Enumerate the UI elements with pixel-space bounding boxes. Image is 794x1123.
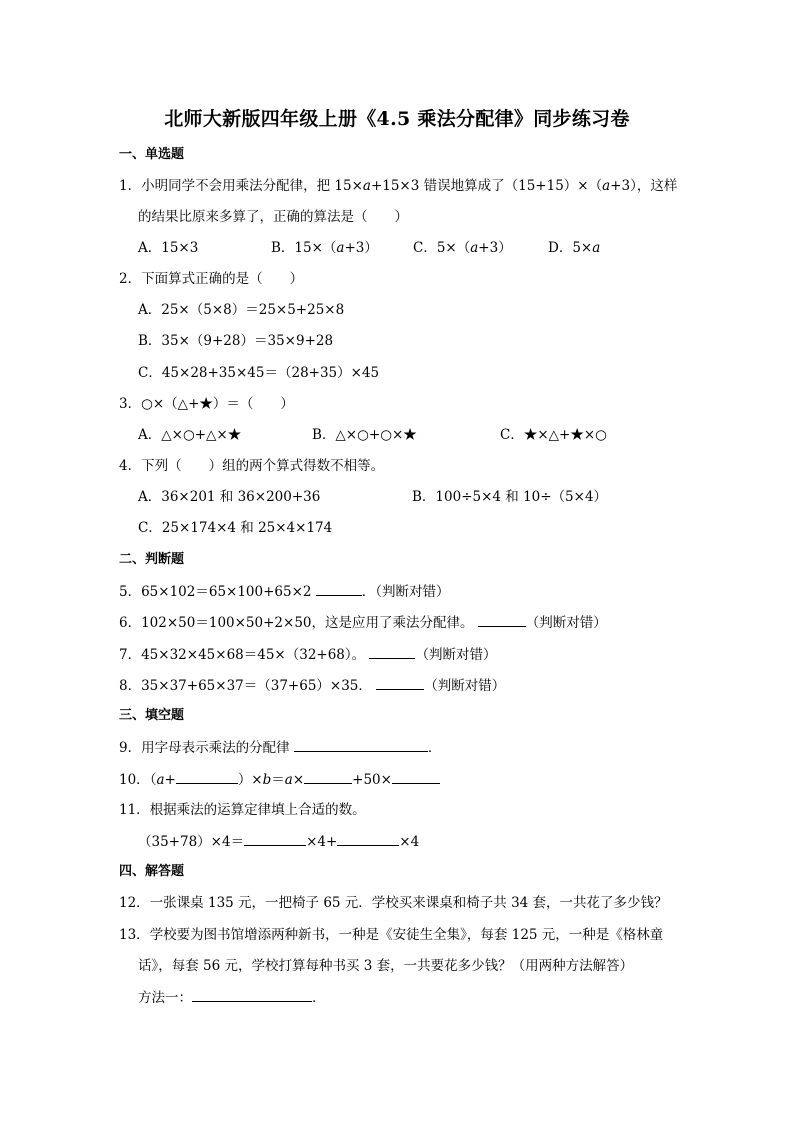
question-2: 2．下面算式正确的是（ ） [119,271,304,287]
question-13: 13．学校要为图书馆增添两种新书，一种是《安徒生全集》，每套 125 元，一种是《格林童 [119,927,664,943]
section-heading-single-choice: 一、单选题 [119,147,185,162]
question-text: +3），这样 [610,178,678,194]
question-11-expression: （35+78）×4＝ ×4+ ×4 [138,834,420,850]
question-10: 10．（a+ ）×b＝a× +50× [119,770,440,789]
question-13-line-2: 话》，每套 56 元，学校打算每种书买 3 套，一共要花多少钱？（用两种方法解答） [138,958,634,974]
question-8: 8．35×37+65×37＝（37+65）×35． （判断对错） [119,678,506,694]
answer-blank[interactable] [176,770,238,784]
option-a[interactable]: A．25×（5×8）＝25×5+25×8 [138,302,345,318]
answer-blank[interactable] [376,676,424,690]
section-heading-solve: 四、解答题 [119,864,185,879]
answer-blank[interactable] [369,645,415,659]
variable: a [602,178,611,194]
answer-blank[interactable] [392,770,440,784]
question-6: 6．102×50＝100×50+2×50，这是应用了乘法分配律。 （判断对错） [119,615,607,631]
option-c[interactable]: C．5×（a+3） [413,240,512,256]
answer-blank[interactable] [192,988,312,1002]
answer-blank[interactable] [337,832,399,846]
question-5: 5．65×102＝65×100+65×2 ．（判断对错） [119,584,450,600]
question-4: 4．下列（ ）组的两个算式得数不相等。 [119,458,385,474]
question-9: 9．用字母表示乘法的分配律 ． [119,740,442,756]
option-b[interactable]: B．100÷5×4 和 10÷（5×4） [412,489,608,505]
question-1-line-2: 的结果比原来多算了，正确的算法是（ ） [138,209,408,225]
question-3: 3．○×（△+★）＝（ ） [119,396,294,412]
option-b[interactable]: B．△×○+○×★ [312,427,417,443]
question-text: +15×3 错误地算成了（15+15）×（ [370,178,603,194]
method-one: 方法一： ． [138,990,326,1006]
option-a[interactable]: A．15×3 [138,240,199,256]
option-c[interactable]: C．45×28+35×45＝（28+35）×45 [138,365,380,381]
section-heading-fill-blank: 三、填空题 [119,708,185,723]
option-a[interactable]: A．△×○+△×★ [138,427,242,443]
answer-blank[interactable] [294,738,428,752]
option-c[interactable]: C．25×174×4 和 25×4×174 [138,520,333,536]
option-a[interactable]: A．36×201 和 36×200+36 [138,489,321,505]
option-c[interactable]: C．★×△+★×○ [500,427,607,443]
answer-blank[interactable] [316,582,362,596]
question-text: 小明同学不会用乘法分配律，把 15× [141,178,363,194]
variable: a [362,178,371,194]
question-7: 7．45×32×45×68＝45×（32+68）。 （判断对错） [119,647,497,663]
option-b[interactable]: B．15×（a+3） [271,240,378,256]
answer-blank[interactable] [478,613,526,627]
question-12: 12．一张课桌 135 元，一把椅子 65 元．学校买来课桌和椅子共 34 套，一共花了多少钱？ [119,895,668,911]
section-heading-true-false: 二、判断题 [119,552,185,567]
page-title: 北师大新版四年级上册《4.5 乘法分配律》同步练习卷 [164,108,630,130]
question-1 [119,177,677,195]
question-number: 1． [119,178,142,194]
option-d[interactable]: D．5×a [548,240,601,256]
option-b[interactable]: B．35×（9+28）＝35×9+28 [138,333,334,349]
question-11: 11．根据乘法的运算定律填上合适的数。 [119,802,366,818]
answer-blank[interactable] [244,832,306,846]
answer-blank[interactable] [304,770,352,784]
